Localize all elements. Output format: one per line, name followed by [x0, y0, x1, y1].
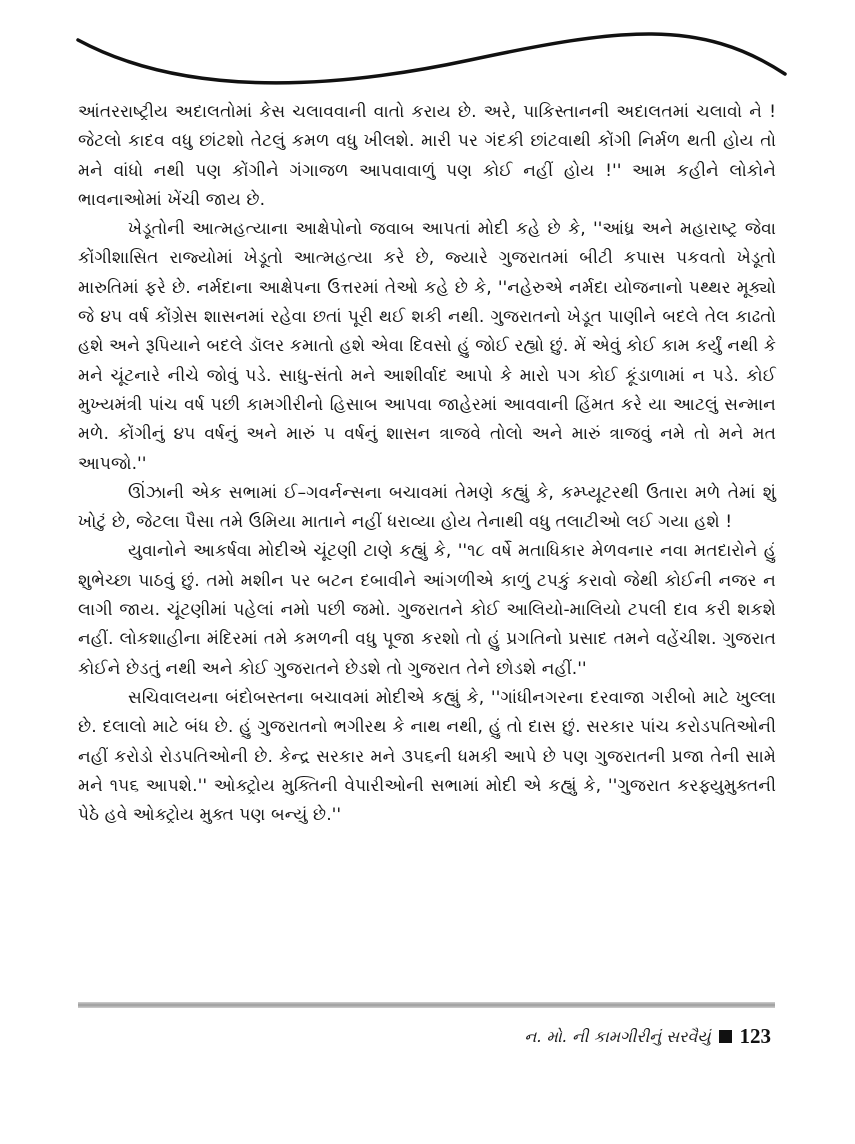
body-text	[78, 98, 776, 830]
running-title: ન. મો. ની કામગીરીનું સરવૈયું	[524, 1026, 711, 1046]
paragraph: આંતરરાષ્ટ્રીય અદાલતોમાં કેસ ચલાવવાની વાતો કરાય છે. અરે, પાકિસ્તાનની અદાલતમાં ચલાવો ને ! જેટલો કાદવ વધુ છાંટશો તેટલું કમળ વધુ ખીલશે. મારી પર ગંદકી છાંટવાથી કોંગી નિર્મળ થતી હોય તો મને વાંધો નથી પણ કોંગીને ગંગાજળ આપવાવાળું પણ કોઈ નહીં હોય !'' આમ કહીને લોકોને ભાવનાઓમાં ખેંચી જાય છે.	[78, 102, 776, 210]
decorative-wave-header	[0, 0, 855, 100]
footer-divider	[78, 1002, 775, 1008]
paragraph: યુવાનોને આકર્ષવા મોદીએ ચૂંટણી ટાણે કહ્યું કે, ''૧૮ વર્ષે મતાધિકાર મેળવનાર નવા મતદારોને હું શુભેચ્છા પાઠવું છું. તમો મશીન પર બટન દબાવીને આંગળીએ કાળું ટપકું કરાવો જેથી કોઈની નજર ન લાગી જાય. ચૂંટણીમાં પહેલાં નમો પછી જમો. ગુજરાતને કોઈ આલિયો-માલિયો ટપલી દાવ કરી શકશે નહીં. લોકશાહીના મંદિરમાં તમે કમળની વધુ પૂજા કરશો તો હું પ્રગતિનો પ્રસાદ તમને વહેંચીશ. ગુજરાત કોઈને છેડતું નથી અને કોઈ ગુજરાતને છેડશે તો ગુજરાત તેને છોડશે નહીં.''	[78, 541, 776, 679]
paragraph: ખેડૂતોની આત્મહત્યાના આક્ષેપોનો જવાબ આપતાં મોદી કહે છે કે, ''આંધ્ર અને મહારાષ્ટ્ર જેવા કોંગીશાસિત રાજ્યોમાં ખેડૂતો આત્મહત્યા કરે છે, જ્યારે ગુજરાતમાં બીટી કપાસ પકવતો ખેડૂતો મારુતિમાં ફરે છે. નર્મદાના આક્ષેપના ઉત્તરમાં તેઓ કહે છે કે, ''નહેરુએ નર્મદા યોજનાનો પથ્થર મૂક્યો જે ૪૫ વર્ષ કોંગ્રેસ શાસનમાં રહેવા છતાં પૂરી થઈ શકી નથી. ગુજરાતનો ખેડૂત પાણીને બદલે તેલ કાઢતો હશે અને રૂપિયાને બદલે ડૉલર કમાતો હશે એવા દિવસો હું જોઈ રહ્યો છું. મેં એવું કોઈ કામ કર્યું નથી કે મને ચૂંટનારે નીચે જોવું પડે. સાધુ-સંતો મને આશીર્વાદ આપો કે મારો પગ કોઈ કૂંડાળામાં ન પડે. કોઈ મુખ્યમંત્રી પાંચ વર્ષ પછી કામગીરીનો હિસાબ આપવા જાહેરમાં આવવાની હિંમત કરે યા આટલું સન્માન મળે. કોંગીનું ૪૫ વર્ષનું અને મારું ૫ વર્ષનું શાસન ત્રાજવે તોલો અને મારું ત્રાજવું નમે તો મને મત આપજો.''	[78, 219, 776, 474]
paragraph: ઊંઝાની એક સભામાં ઈ–ગવર્નન્સના બચાવમાં તેમણે કહ્યું કે, કમ્પ્યૂટરથી ઉતારા મળે તેમાં શું ખોટું છે, જેટલા પૈસા તમે ઉમિયા માતાને નહીં ધરાવ્યા હોય તેનાથી વધુ તલાટીઓ લઈ ગયા હશે !	[78, 482, 776, 533]
page-number: 123	[739, 1024, 771, 1048]
square-bullet-icon	[719, 1030, 732, 1043]
paragraph: સચિવાલયના બંદોબસ્તના બચાવમાં મોદીએ કહ્યું કે, ''ગાંધીનગરના દરવાજા ગરીબો માટે ખુલ્લા છે. દલાલો માટે બંધ છે. હું ગુજરાતનો ભગીરથ કે નાથ નથી, હું તો દાસ છું. સરકાર પાંચ કરોડપતિઓની નહીં કરોડો રોડપતિઓની છે. કેન્દ્ર સરકાર મને ૩૫૬ની ધમકી આપે છે પણ ગુજરાતની પ્રજા તેની સામે મને ૧૫૬ આપશે.'' ઓક્ટ્રોય મુક્તિની વેપારીઓની સભામાં મોદી એ કહ્યું કે, ''ગુજરાત કરફ્યુમુક્તની પેઠે હવે ઓક્ટ્રોય મુક્ત પણ બન્યું છે.''	[78, 687, 776, 826]
page-footer	[524, 1024, 771, 1049]
